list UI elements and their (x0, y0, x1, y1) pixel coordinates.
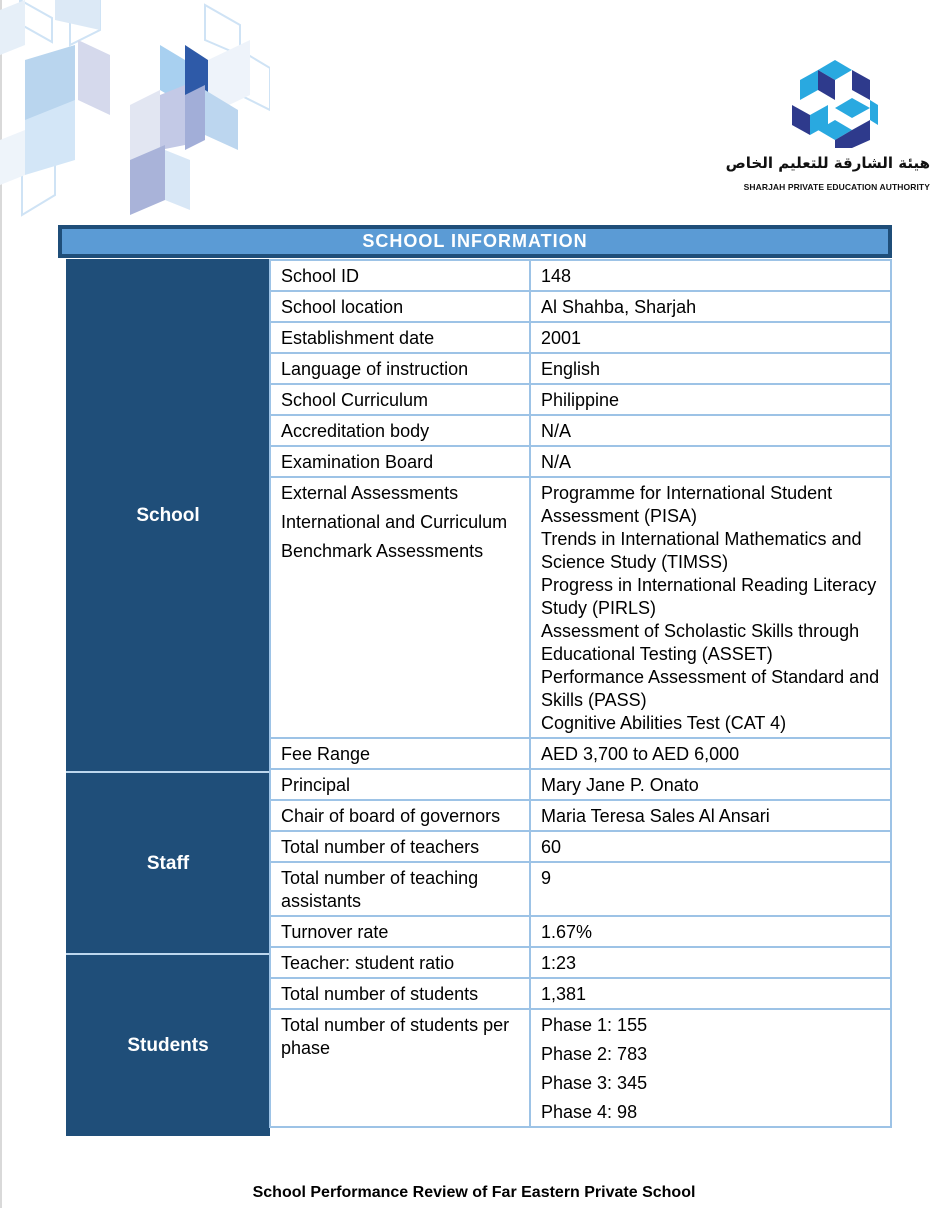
row-value (530, 1009, 891, 1127)
row-label: Chair of board of governors (270, 800, 530, 831)
row-label: Principal (270, 769, 530, 800)
phase-count: Phase 3: 345 (541, 1073, 648, 1093)
spea-logo-icon (790, 58, 880, 150)
row-value: N/A (530, 446, 891, 477)
assessment-label-2: International and Curriculum (281, 512, 508, 532)
table-row (270, 322, 891, 353)
org-name-arabic: هيئة الشارقة للتعليم الخاص (725, 154, 930, 172)
assessment-item: Performance Assessment of Standard and Skills (PASS) (541, 667, 880, 710)
decorative-cube-pattern (0, 0, 270, 225)
row-label: Establishment date (270, 322, 530, 353)
section-title-bar (58, 225, 892, 258)
school-info-table (269, 259, 892, 1128)
row-label: Total number of teachers (270, 831, 530, 862)
section-title: SCHOOL INFORMATION (62, 229, 888, 254)
row-value: 60 (530, 831, 891, 862)
row-value: 2001 (530, 322, 891, 353)
row-label: Fee Range (270, 738, 530, 769)
row-value: 1.67% (530, 916, 891, 947)
row-label: Total number of teaching assistants (270, 862, 530, 916)
row-value: AED 3,700 to AED 6,000 (530, 738, 891, 769)
assessment-item: Cognitive Abilities Test (CAT 4) (541, 713, 787, 733)
page-footer: School Performance Review of Far Eastern Private School (252, 1184, 696, 1201)
row-value: Philippine (530, 384, 891, 415)
table-row (270, 831, 891, 862)
table-row (270, 291, 891, 322)
row-value: Mary Jane P. Onato (530, 769, 891, 800)
table-row (270, 738, 891, 769)
table-row (270, 769, 891, 800)
row-label: Examination Board (270, 446, 530, 477)
row-label: Turnover rate (270, 916, 530, 947)
table-row (270, 446, 891, 477)
table-row (270, 415, 891, 446)
table-row (270, 916, 891, 947)
row-label: School Curriculum (270, 384, 530, 415)
table-row (270, 260, 891, 291)
category-staff: Staff (66, 773, 270, 954)
assessment-item: Programme for International Student Assessment (PISA) (541, 483, 833, 526)
row-value: 1,381 (530, 978, 891, 1009)
row-value: 1:23 (530, 947, 891, 978)
phase-count: Phase 2: 783 (541, 1044, 648, 1064)
row-value: Al Shahba, Sharjah (530, 291, 891, 322)
table-row (270, 862, 891, 916)
row-label: Accreditation body (270, 415, 530, 446)
row-value: English (530, 353, 891, 384)
phase-count: Phase 4: 98 (541, 1102, 638, 1122)
category-school: School (66, 259, 270, 773)
assessment-item: Trends in International Mathematics and Science Study (TIMSS) (541, 529, 862, 572)
table-row (270, 353, 891, 384)
org-name-english: SHARJAH PRIVATE EDUCATION AUTHORITY (743, 182, 930, 192)
assessment-label-1: External Assessments (281, 483, 459, 503)
phase-count: Phase 1: 155 (541, 1015, 648, 1035)
table-row (270, 800, 891, 831)
row-label: Total number of students per phase (270, 1009, 530, 1127)
table-row (270, 978, 891, 1009)
row-label: Teacher: student ratio (270, 947, 530, 978)
row-label: School ID (270, 260, 530, 291)
table-row (270, 477, 891, 738)
table-row (270, 947, 891, 978)
table-row (270, 1009, 891, 1127)
row-label: Language of instruction (270, 353, 530, 384)
row-value: 9 (530, 862, 891, 916)
row-label (270, 477, 530, 738)
assessment-label-3: Benchmark Assessments (281, 541, 484, 561)
table-row (270, 384, 891, 415)
row-value: 148 (530, 260, 891, 291)
assessment-item: Assessment of Scholastic Skills through Educational Testing (ASSET) (541, 621, 860, 664)
row-value: Maria Teresa Sales Al Ansari (530, 800, 891, 831)
category-students: Students (66, 955, 270, 1136)
row-value (530, 477, 891, 738)
row-label: School location (270, 291, 530, 322)
row-label: Total number of students (270, 978, 530, 1009)
row-value: N/A (530, 415, 891, 446)
assessment-item: Progress in International Reading Literacy Study (PIRLS) (541, 575, 877, 618)
